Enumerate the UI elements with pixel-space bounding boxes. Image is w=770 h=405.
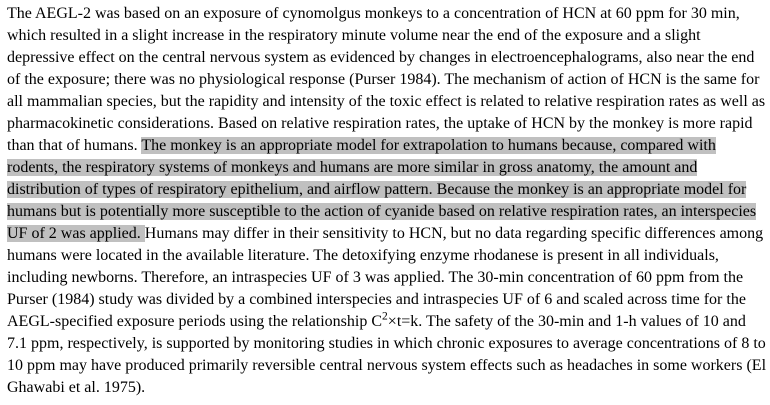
text-segment-end: ×t=k. The safety of the 30-min and 1-h values of 10 and 7.1 ppm, respectively, is supported by monitoring studies in which chronic exposures to average concentrations of 8 to 10 ppm may have produced primarily reversible central nervous system effects such as headaches in some workers (El Ghawabi et al. 1975). [7, 313, 767, 396]
paragraph [7, 3, 768, 399]
superscript-exponent: 2 [382, 310, 388, 323]
text-segment-after-highlight: Humans may differ in their sensitivity to HCN, but no data regarding specific differences among humans were located in the available literature. The detoxifying enzyme rhodanese is present in all individuals, including newborns. Therefore, an intraspecies UF of 3 was applied. The 30-min concentration of 60 ppm from the Purser (1984) study was divided by a combined interspecies and intraspecies UF of 6 and scaled across time for the AEGL-specified exposure periods using the relationship C [7, 225, 764, 330]
text-segment-before-highlight: The AEGL-2 was based on an exposure of cynomolgus monkeys to a concentration of HCN at 60 ppm for 30 min, which resulted in a slight increase in the respiratory minute volume near the end of the exposure and a slight depressive effect on the central nervous system as evidenced by changes in electroencephalograms, also near the end of the exposure; there was no physiological response (Purser 1984). The mechanism of action of HCN is the same for all mammalian species, but the rapidity and intensity of the toxic effect is related to relative respiration rates as well as pharmacokinetic considerations. Based on relative respiration rates, the uptake of HCN by the monkey is more rapid than that of humans. [7, 5, 766, 154]
highlighted-text: The monkey is an appropriate model for extrapolation to humans because, compared with rodents, the respiratory systems of monkeys and humans are more similar in gross anatomy, the amount and distribution of types of respiratory epithelium, and airflow pattern. Because the monkey is an appropriate model for humans but is potentially more susceptible to the action of cyanide based on relative respiration rates, an interspecies UF of 2 was applied. [7, 137, 757, 242]
